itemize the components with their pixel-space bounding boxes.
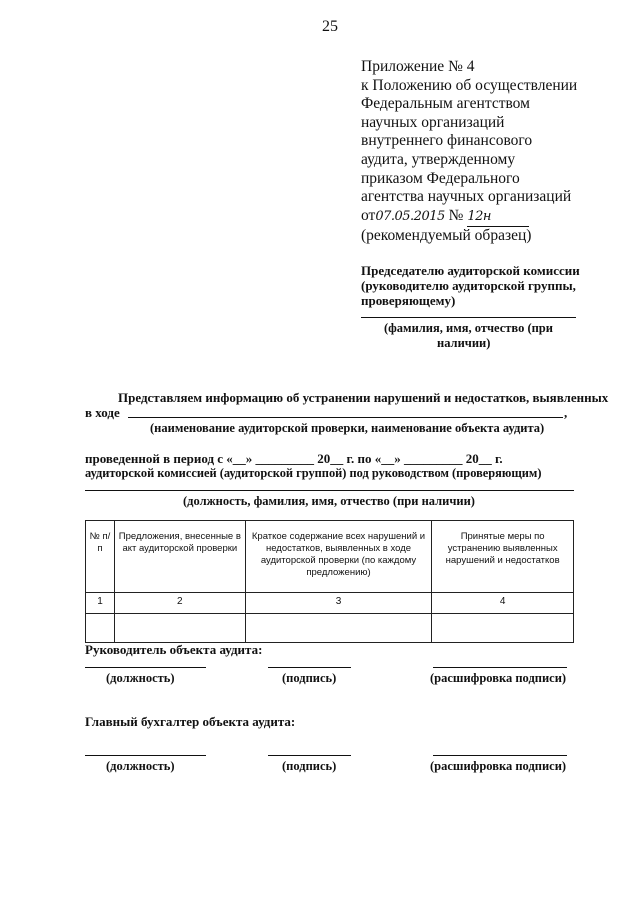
- appendix-line: научных организаций: [361, 113, 505, 131]
- column-number: 3: [245, 593, 432, 614]
- column-number: 1: [86, 593, 115, 614]
- addressee-block: [361, 263, 580, 308]
- commission-line: аудиторской комиссией (аудиторской группой) под руководством (проверяющим): [85, 466, 542, 480]
- in-course-label: в ходе: [85, 405, 120, 420]
- appendix-line: агентства научных организаций: [361, 188, 572, 206]
- appendix-block: [361, 58, 631, 246]
- appendix-line: аудита, утвержденному: [361, 150, 516, 168]
- appendix-line: к Положению об осуществлении: [361, 76, 578, 94]
- table-row: [86, 614, 574, 643]
- handwritten-number: 12н: [467, 208, 529, 228]
- addressee-line: проверяющему): [361, 293, 456, 308]
- position-line: [85, 490, 574, 491]
- position-signature-line: [85, 667, 206, 668]
- signature-caption: (подпись): [282, 759, 337, 773]
- addressee-line: (руководителю аудиторской группы,: [361, 278, 576, 293]
- decoding-caption: (расшифровка подписи): [430, 759, 567, 773]
- addressee-name-line: [361, 317, 576, 318]
- table-cell: [114, 614, 245, 643]
- appendix-line: Приложение № 4: [361, 58, 475, 75]
- appendix-line: внутреннего финансового: [361, 132, 533, 150]
- page-number: 25: [322, 18, 338, 35]
- signature-line: [268, 755, 351, 756]
- table-cell: [245, 614, 432, 643]
- header-violations: Краткое содержание всех нарушений и недостатков, выявленных в ходе аудиторской проверки (по каждому предложению): [245, 521, 432, 593]
- audit-name-line: [128, 417, 563, 418]
- position-caption: (должность, фамилия, имя, отчество (при наличии): [183, 494, 475, 508]
- header-measures: Принятые меры по устранению выявленных нарушений и недостатков: [432, 521, 574, 593]
- table-row: [86, 593, 574, 614]
- table-cell: [86, 614, 115, 643]
- appendix-line: приказом Федерального: [361, 169, 520, 187]
- name-caption: наличии): [437, 336, 491, 350]
- head-signature-title: Руководитель объекта аудита:: [85, 642, 263, 657]
- decoding-signature-line: [433, 667, 567, 668]
- header-number: № п/п: [86, 521, 115, 593]
- intro-text: Представляем информацию об устранении нарушений и недостатков, выявленных: [118, 390, 609, 405]
- audit-caption: (наименование аудиторской проверки, наименование объекта аудита): [150, 421, 545, 435]
- decoding-signature-line: [433, 755, 567, 756]
- column-number: 2: [114, 593, 245, 614]
- appendix-line: Федеральным агентством: [361, 95, 530, 113]
- column-number: 4: [432, 593, 574, 614]
- table-header-row: [86, 521, 574, 593]
- period-line: проведенной в период с «__» _________ 20__ г. по «__» _________ 20__ г.: [85, 451, 503, 466]
- accountant-signature-title: Главный бухгалтер объекта аудита:: [85, 714, 296, 729]
- position-signature-line: [85, 755, 206, 756]
- name-caption: (фамилия, имя, отчество (при: [384, 321, 553, 335]
- date-prefix: от: [361, 206, 376, 224]
- appendix-date-line: [361, 207, 631, 228]
- signature-line: [268, 667, 351, 668]
- table-cell: [432, 614, 574, 643]
- signature-caption: (подпись): [282, 671, 337, 685]
- handwritten-date: 07.05.2015: [375, 208, 445, 224]
- header-proposals: Предложения, внесенные в акт аудиторской проверки: [114, 521, 245, 593]
- in-course-end: ,: [564, 405, 568, 420]
- decoding-caption: (расшифровка подписи): [430, 671, 567, 685]
- position-caption: (должность): [106, 671, 175, 685]
- recommended-sample: (рекомендуемый образец): [361, 227, 532, 245]
- number-label: №: [448, 206, 464, 224]
- position-caption: (должность): [106, 759, 175, 773]
- addressee-line: Председателю аудиторской комиссии: [361, 263, 580, 278]
- measures-table: [85, 520, 574, 643]
